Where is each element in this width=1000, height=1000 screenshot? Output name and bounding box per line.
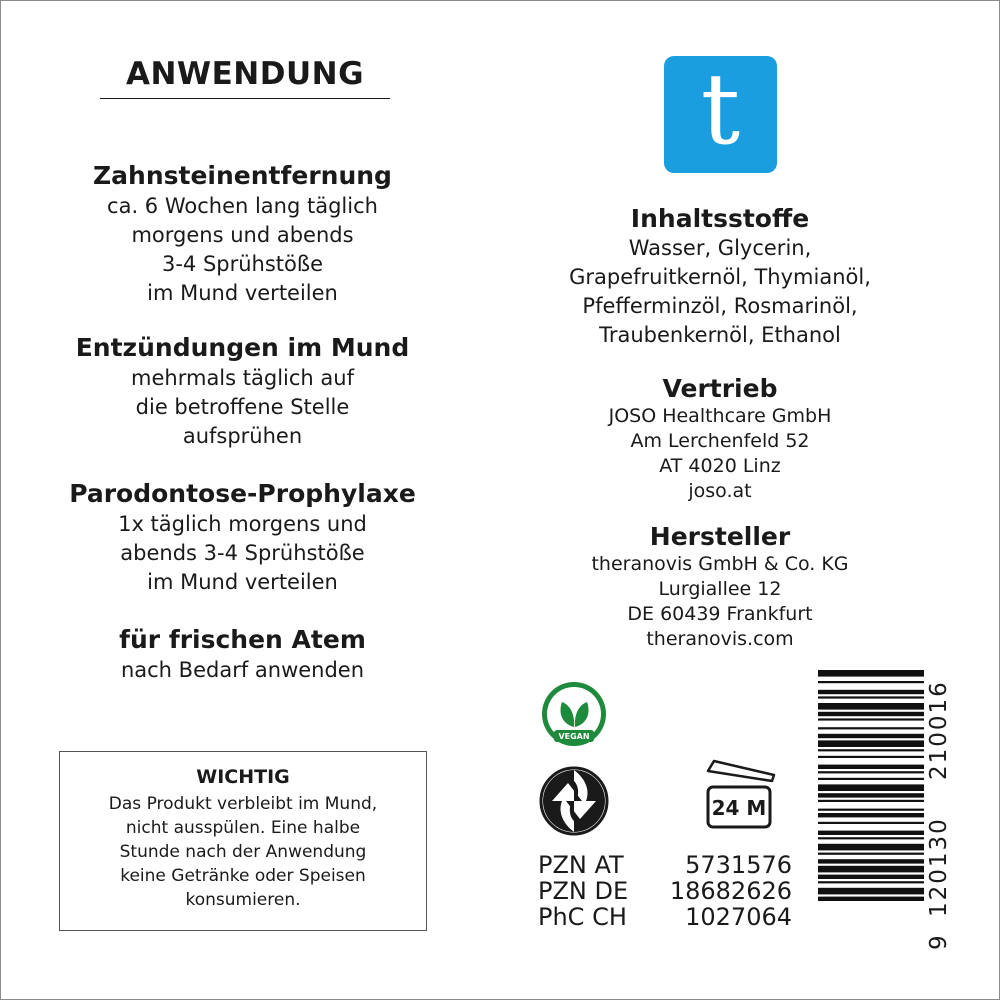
barcode-bar xyxy=(818,740,924,747)
green-dot-recycling-icon xyxy=(538,765,610,837)
code-label: PZN DE xyxy=(538,877,629,905)
code-row xyxy=(538,904,792,930)
manufacturer-section xyxy=(520,522,920,652)
shelf-life-label: 24 M xyxy=(711,796,767,820)
barcode-bar xyxy=(818,875,924,879)
warning-line: Das Produkt verbleibt im Mund, xyxy=(108,794,378,814)
barcode-bar xyxy=(818,703,924,710)
barcode-bar xyxy=(818,756,924,758)
distribution-line: JOSO Healthcare GmbH xyxy=(608,405,832,427)
barcode xyxy=(818,670,924,946)
warning-line: nicht ausspülen. Eine halbe xyxy=(125,818,361,838)
section-line: ca. 6 Wochen lang täglich xyxy=(107,194,378,218)
barcode-bar xyxy=(818,881,924,883)
barcode-bar xyxy=(818,859,924,863)
barcode-bar xyxy=(818,681,924,683)
distribution-line: joso.at xyxy=(688,480,752,502)
manufacturer-line: Lurgiallee 12 xyxy=(658,578,782,600)
code-row xyxy=(538,878,792,904)
ingredients-title: Inhaltsstoffe xyxy=(630,204,810,233)
barcode-bar xyxy=(818,844,924,851)
ingredients-section xyxy=(520,204,920,350)
barcode-bar xyxy=(818,866,924,873)
section-title: für frischen Atem xyxy=(119,625,366,654)
barcode-bar xyxy=(818,784,924,791)
section-line: abends 3-4 Sprühstöße xyxy=(120,541,365,565)
manufacturer-line: theranovis GmbH & Co. KG xyxy=(591,553,849,575)
usage-section-periodontitis xyxy=(40,478,445,597)
usage-section-fresh-breath xyxy=(40,624,445,685)
barcode-bar xyxy=(818,727,924,729)
section-line: 3-4 Sprühstöße xyxy=(161,252,324,276)
code-value: 18682626 xyxy=(669,877,792,905)
product-codes xyxy=(538,852,792,930)
brand-logo-letter: t xyxy=(700,53,741,167)
barcode-digit-first: 9 xyxy=(926,933,952,950)
barcode-bar xyxy=(818,670,924,677)
barcode-digits-group2: 210016 xyxy=(926,680,952,780)
section-title: Entzündungen im Mund xyxy=(75,333,410,362)
section-title: Zahnsteinentfernung xyxy=(93,161,392,190)
distribution-title: Vertrieb xyxy=(662,374,778,403)
warning-line: Stunde nach der Anwendung xyxy=(119,842,367,862)
ingredients-line: Pfefferminzöl, Rosmarinöl, xyxy=(582,294,858,318)
barcode-bar xyxy=(818,690,924,694)
vegan-badge-icon xyxy=(540,680,608,748)
vegan-label: VEGAN xyxy=(558,732,590,741)
open-jar-icon xyxy=(700,757,780,833)
usage-section-inflammation xyxy=(40,332,445,451)
distribution-line: AT 4020 Linz xyxy=(659,455,781,477)
barcode-bar xyxy=(818,897,924,901)
distribution-section xyxy=(520,374,920,504)
code-row xyxy=(538,852,792,878)
barcode-bar xyxy=(818,813,924,817)
barcode-number xyxy=(926,680,952,950)
barcode-digits-group1: 120130 xyxy=(926,817,952,917)
barcode-bar xyxy=(818,712,924,716)
barcode-bar xyxy=(818,793,924,797)
warning-box xyxy=(59,751,427,931)
usage-heading: ANWENDUNG xyxy=(100,56,390,99)
barcode-bar xyxy=(818,837,924,839)
barcode-bar xyxy=(818,888,924,895)
barcode-bar xyxy=(818,734,924,738)
manufacturer-line: theranovis.com xyxy=(646,628,794,650)
barcode-bar xyxy=(818,809,924,811)
barcode-bar xyxy=(818,800,924,802)
warning-line: konsumieren. xyxy=(185,890,301,910)
section-title: Parodontose-Prophylaxe xyxy=(69,479,416,508)
barcode-bar xyxy=(818,749,924,751)
section-line: morgens und abends xyxy=(131,223,354,247)
code-label: PZN AT xyxy=(538,851,624,879)
barcode-bar xyxy=(818,831,924,835)
ingredients-line: Wasser, Glycerin, xyxy=(628,236,812,260)
section-line: im Mund verteilen xyxy=(147,281,338,305)
section-line: mehrmals täglich auf xyxy=(131,366,354,390)
barcode-bar xyxy=(818,765,924,769)
barcode-bar xyxy=(818,778,924,780)
barcode-bar xyxy=(818,853,924,855)
barcode-bar xyxy=(818,771,924,773)
manufacturer-line: DE 60439 Frankfurt xyxy=(627,603,813,625)
section-line: im Mund verteilen xyxy=(147,570,338,594)
barcode-bar xyxy=(818,718,924,720)
brand-logo xyxy=(664,53,777,173)
code-label: PhC CH xyxy=(538,903,627,931)
barcode-bar xyxy=(818,696,924,698)
ingredients-line: Grapefruitkernöl, Thymianöl, xyxy=(569,265,871,289)
section-line: aufsprühen xyxy=(182,424,303,448)
section-line: 1x täglich morgens und xyxy=(118,512,367,536)
manufacturer-title: Hersteller xyxy=(649,522,791,551)
section-line: die betroffene Stelle xyxy=(135,395,350,419)
section-line: nach Bedarf anwenden xyxy=(120,658,365,682)
distribution-line: Am Lerchenfeld 52 xyxy=(630,430,810,452)
code-value: 5731576 xyxy=(685,851,792,879)
usage-section-tartar xyxy=(40,160,445,308)
warning-title: WICHTIG xyxy=(196,766,290,788)
barcode-bar xyxy=(818,822,924,824)
code-value: 1027064 xyxy=(685,903,792,931)
ingredients-line: Traubenkernöl, Ethanol xyxy=(599,323,841,347)
warning-line: keine Getränke oder Speisen xyxy=(120,866,366,886)
